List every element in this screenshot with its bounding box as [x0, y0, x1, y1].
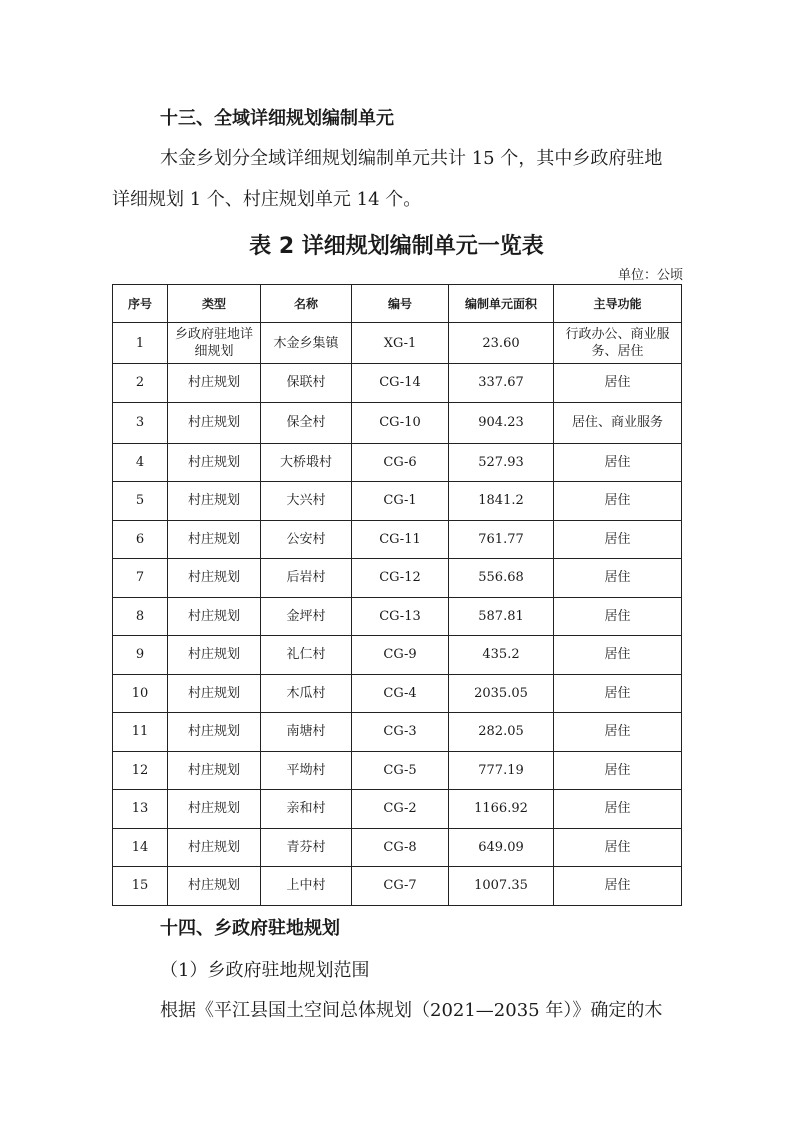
cell-function: 居住	[554, 443, 682, 482]
cell-type: 村庄规划	[168, 482, 261, 521]
cell-name: 礼仁村	[261, 636, 352, 675]
cell-name: 大兴村	[261, 482, 352, 521]
cell-area: 649.09	[449, 828, 554, 867]
header-type: 类型	[168, 285, 261, 323]
cell-area: 282.05	[449, 713, 554, 752]
cell-code: CG-4	[352, 674, 449, 713]
table-row	[113, 520, 682, 559]
table-row	[113, 597, 682, 636]
cell-function: 居住	[554, 364, 682, 403]
cell-code: CG-11	[352, 520, 449, 559]
cell-type: 村庄规划	[168, 520, 261, 559]
cell-code: CG-12	[352, 559, 449, 598]
cell-no: 1	[113, 323, 168, 364]
cell-area: 904.23	[449, 402, 554, 443]
cell-code: CG-8	[352, 828, 449, 867]
cell-no: 10	[113, 674, 168, 713]
cell-no: 9	[113, 636, 168, 675]
cell-no: 13	[113, 790, 168, 829]
header-name: 名称	[261, 285, 352, 323]
header-area: 编制单元面积	[449, 285, 554, 323]
cell-type: 村庄规划	[168, 790, 261, 829]
cell-code: CG-13	[352, 597, 449, 636]
table-row	[113, 790, 682, 829]
cell-function: 居住	[554, 790, 682, 829]
table-row	[113, 751, 682, 790]
cell-code: CG-2	[352, 790, 449, 829]
cell-type: 村庄规划	[168, 867, 261, 906]
table-unit-label: 单位：公顷	[617, 268, 683, 283]
cell-type: 村庄规划	[168, 674, 261, 713]
table-body	[113, 323, 682, 906]
cell-area: 1007.35	[449, 867, 554, 906]
cell-no: 2	[113, 364, 168, 403]
cell-code: CG-1	[352, 482, 449, 521]
section-14-subheading: （1）乡政府驻地规划范围	[160, 960, 370, 981]
cell-no: 5	[113, 482, 168, 521]
cell-function: 居住	[554, 867, 682, 906]
section-13-paragraph-line-1: 木金乡划分全域详细规划编制单元共计 15 个，其中乡政府驻地	[160, 148, 663, 169]
cell-function: 居住、商业服务	[554, 402, 682, 443]
cell-code: CG-10	[352, 402, 449, 443]
cell-code: CG-3	[352, 713, 449, 752]
cell-area: 2035.05	[449, 674, 554, 713]
cell-function: 居住	[554, 828, 682, 867]
cell-code: CG-7	[352, 867, 449, 906]
table-row	[113, 323, 682, 364]
cell-function: 居住	[554, 559, 682, 598]
cell-function: 居住	[554, 520, 682, 559]
table-row	[113, 443, 682, 482]
cell-code: CG-5	[352, 751, 449, 790]
cell-name: 平坳村	[261, 751, 352, 790]
cell-name: 大桥塅村	[261, 443, 352, 482]
cell-code: CG-6	[352, 443, 449, 482]
cell-type: 村庄规划	[168, 636, 261, 675]
cell-name: 上中村	[261, 867, 352, 906]
cell-area: 1841.2	[449, 482, 554, 521]
table-row	[113, 828, 682, 867]
cell-name: 木瓜村	[261, 674, 352, 713]
cell-type: 村庄规划	[168, 364, 261, 403]
cell-type: 村庄规划	[168, 443, 261, 482]
cell-function: 居住	[554, 751, 682, 790]
cell-function: 居住	[554, 597, 682, 636]
cell-area: 587.81	[449, 597, 554, 636]
header-code: 编号	[352, 285, 449, 323]
cell-type: 乡政府驻地详细规划	[168, 323, 261, 364]
table-title: 表 2 详细规划编制单元一览表	[249, 234, 544, 259]
table-row	[113, 867, 682, 906]
table-row	[113, 482, 682, 521]
cell-function: 居住	[554, 674, 682, 713]
cell-no: 14	[113, 828, 168, 867]
cell-area: 777.19	[449, 751, 554, 790]
cell-name: 保全村	[261, 402, 352, 443]
cell-area: 1166.92	[449, 790, 554, 829]
cell-area: 761.77	[449, 520, 554, 559]
cell-name: 金坪村	[261, 597, 352, 636]
cell-name: 南塘村	[261, 713, 352, 752]
cell-area: 556.68	[449, 559, 554, 598]
cell-no: 3	[113, 402, 168, 443]
cell-type: 村庄规划	[168, 713, 261, 752]
cell-name: 亲和村	[261, 790, 352, 829]
cell-no: 7	[113, 559, 168, 598]
cell-no: 6	[113, 520, 168, 559]
cell-function: 居住	[554, 482, 682, 521]
cell-name: 公安村	[261, 520, 352, 559]
cell-name: 后岩村	[261, 559, 352, 598]
section-14-heading: 十四、乡政府驻地规划	[160, 918, 340, 939]
cell-function: 居住	[554, 713, 682, 752]
cell-type: 村庄规划	[168, 597, 261, 636]
cell-name: 青芬村	[261, 828, 352, 867]
cell-function: 行政办公、商业服务、居住	[554, 323, 682, 364]
cell-type: 村庄规划	[168, 828, 261, 867]
cell-function: 居住	[554, 636, 682, 675]
table-row	[113, 636, 682, 675]
cell-no: 8	[113, 597, 168, 636]
table-row	[113, 713, 682, 752]
planning-units-table	[112, 284, 682, 906]
cell-area: 23.60	[449, 323, 554, 364]
table-row	[113, 402, 682, 443]
section-13-paragraph-line-2: 详细规划 1 个、村庄规划单元 14 个。	[112, 189, 422, 210]
cell-area: 435.2	[449, 636, 554, 675]
cell-name: 保联村	[261, 364, 352, 403]
cell-code: CG-9	[352, 636, 449, 675]
cell-no: 11	[113, 713, 168, 752]
header-no: 序号	[113, 285, 168, 323]
cell-no: 12	[113, 751, 168, 790]
cell-code: XG-1	[352, 323, 449, 364]
cell-area: 527.93	[449, 443, 554, 482]
cell-name: 木金乡集镇	[261, 323, 352, 364]
cell-type: 村庄规划	[168, 559, 261, 598]
table-row	[113, 559, 682, 598]
header-function: 主导功能	[554, 285, 682, 323]
table-row	[113, 674, 682, 713]
cell-type: 村庄规划	[168, 402, 261, 443]
table-header-row	[113, 285, 682, 323]
cell-no: 15	[113, 867, 168, 906]
table-row	[113, 364, 682, 403]
section-13-heading: 十三、全域详细规划编制单元	[160, 108, 394, 129]
cell-type: 村庄规划	[168, 751, 261, 790]
cell-area: 337.67	[449, 364, 554, 403]
cell-code: CG-14	[352, 364, 449, 403]
cell-no: 4	[113, 443, 168, 482]
section-14-paragraph-line-1: 根据《平江县国土空间总体规划（2021—2035 年）》确定的木	[160, 1000, 663, 1021]
